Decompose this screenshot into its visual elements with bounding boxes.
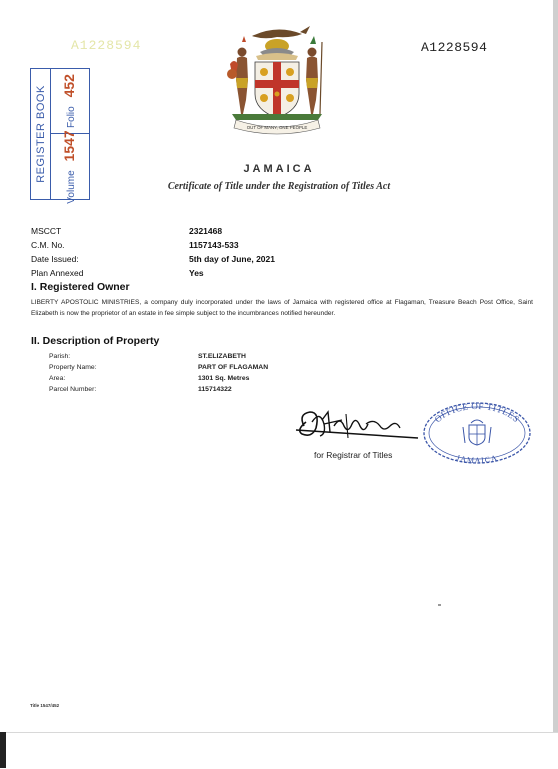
detail-label-plan-annexed: Plan Annexed bbox=[31, 268, 84, 278]
footer-title-reference: Title 1547/452 bbox=[30, 703, 60, 708]
detail-value-plan-annexed: Yes bbox=[189, 268, 204, 278]
registered-owner-text: LIBERTY APOSTOLIC MINISTRIES, a company duly incorporated under the laws of Jamaica with registered office at Flagaman, Treasure Beach Post Office, Saint Elizabeth is now the proprietor of an estate in fee simple subject to the incumbrances notified hereunder. bbox=[31, 299, 533, 317]
scan-right-edge bbox=[553, 0, 558, 768]
register-book-title: REGISTER BOOK bbox=[34, 85, 47, 183]
office-of-titles-stamp-icon bbox=[421, 401, 533, 465]
country-heading: JAMAICA bbox=[243, 163, 315, 175]
detail-label-date-issued: Date Issued: bbox=[31, 254, 79, 264]
svg-text:OUT OF MANY, ONE PEOPLE: OUT OF MANY, ONE PEOPLE bbox=[246, 125, 308, 130]
property-label-parish: Parish: bbox=[49, 353, 71, 360]
volume-value: 1547 bbox=[61, 129, 77, 161]
coat-of-arms-icon bbox=[222, 22, 332, 140]
certificate-number: A1228594 bbox=[421, 40, 488, 55]
detail-value-mscct: 2321468 bbox=[189, 226, 223, 236]
svg-text:JAMAICA: JAMAICA bbox=[455, 453, 499, 465]
detail-label-cm-no: C.M. No. bbox=[31, 240, 65, 250]
folio-group bbox=[61, 74, 79, 128]
detail-value-date-issued: 5th day of June, 2021 bbox=[189, 254, 275, 264]
property-label-parcel: Parcel Number: bbox=[49, 386, 97, 393]
property-label-name: Property Name: bbox=[49, 364, 97, 371]
scan-left-edge-shadow bbox=[0, 732, 6, 768]
detail-label-mscct: MSCCT bbox=[31, 226, 62, 236]
registrar-caption: for Registrar of Titles bbox=[314, 450, 393, 460]
property-value-area: 1301 Sq. Metres bbox=[198, 375, 250, 382]
folio-label: Folio bbox=[66, 106, 77, 128]
certificate-subtitle: Certificate of Title under the Registration of Titles Act bbox=[167, 181, 391, 192]
registrar-signature-icon bbox=[294, 404, 422, 448]
faint-certificate-number: A1228594 bbox=[71, 38, 142, 53]
property-value-name: PART OF FLAGAMAN bbox=[198, 364, 269, 371]
register-book-values bbox=[51, 69, 89, 204]
scan-speck bbox=[438, 604, 441, 606]
scan-bottom-margin bbox=[0, 732, 558, 769]
svg-text:OFFICE OF TITLES: OFFICE OF TITLES bbox=[432, 401, 522, 425]
property-description-heading: II. Description of Property bbox=[31, 335, 160, 347]
property-value-parish: ST.ELIZABETH bbox=[198, 353, 246, 360]
register-book-title-column bbox=[31, 69, 51, 199]
folio-value: 452 bbox=[61, 74, 77, 98]
volume-label: Volume bbox=[66, 169, 77, 204]
property-value-parcel: 115714322 bbox=[198, 386, 232, 393]
detail-value-cm-no: 1157143-533 bbox=[189, 240, 239, 250]
property-label-area: Area: bbox=[49, 375, 66, 382]
folio-cell bbox=[51, 69, 89, 134]
registered-owner-heading: I. Registered Owner bbox=[31, 281, 130, 293]
